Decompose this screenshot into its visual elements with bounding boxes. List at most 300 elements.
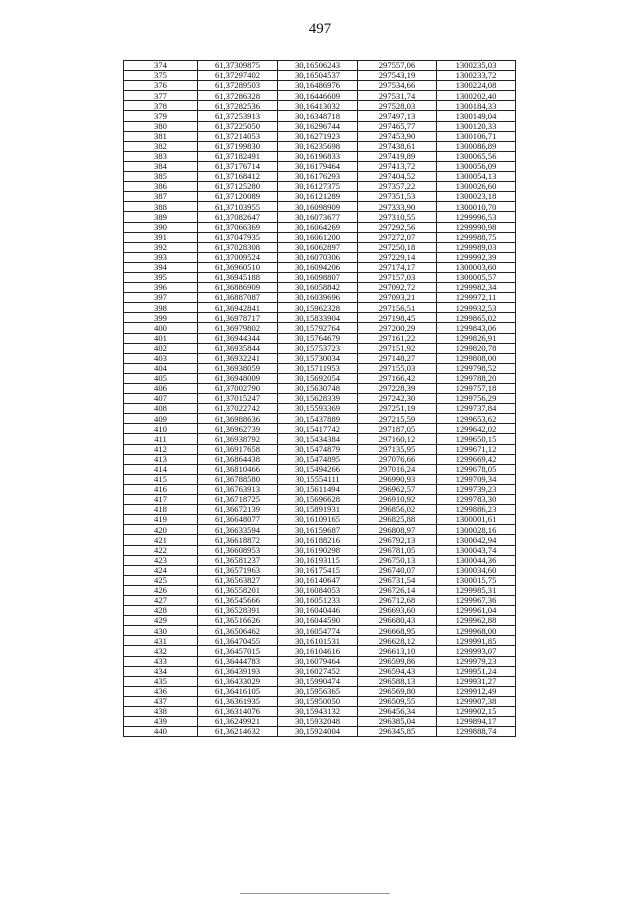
latitude-cell: 61,36864438 — [198, 454, 278, 464]
x-coordinate-cell: 297215,59 — [358, 414, 437, 424]
x-coordinate-cell: 297497,13 — [358, 111, 437, 121]
point-number-cell: 390 — [124, 222, 198, 232]
longitude-cell: 30,16446609 — [278, 91, 358, 101]
x-coordinate-cell: 296594,43 — [358, 666, 437, 676]
longitude-cell: 30,15891931 — [278, 505, 358, 515]
table-row — [124, 575, 516, 585]
x-coordinate-cell: 297438,61 — [358, 141, 437, 151]
x-coordinate-cell: 296668,95 — [358, 626, 437, 636]
y-coordinate-cell: 1300224,08 — [437, 81, 516, 91]
table-row — [124, 71, 516, 81]
x-coordinate-cell: 296962,57 — [358, 484, 437, 494]
longitude-cell: 30,15437889 — [278, 414, 358, 424]
latitude-cell: 61,36886909 — [198, 283, 278, 293]
table-row — [124, 646, 516, 656]
longitude-cell: 30,15611494 — [278, 484, 358, 494]
longitude-cell: 30,16098909 — [278, 202, 358, 212]
latitude-cell: 61,36763913 — [198, 484, 278, 494]
y-coordinate-cell: 1300233,72 — [437, 71, 516, 81]
point-number-cell: 404 — [124, 363, 198, 373]
table-row — [124, 535, 516, 545]
y-coordinate-cell: 1300043,74 — [437, 545, 516, 555]
x-coordinate-cell: 296781,05 — [358, 545, 437, 555]
point-number-cell: 380 — [124, 121, 198, 131]
point-number-cell: 374 — [124, 61, 198, 71]
latitude-cell: 61,36545666 — [198, 595, 278, 605]
table-row — [124, 565, 516, 575]
x-coordinate-cell: 297092,72 — [358, 283, 437, 293]
point-number-cell: 431 — [124, 636, 198, 646]
table-row — [124, 545, 516, 555]
y-coordinate-cell: 1299992,39 — [437, 252, 516, 262]
y-coordinate-cell: 1299671,12 — [437, 444, 516, 454]
table-row — [124, 717, 516, 727]
y-coordinate-cell: 1299788,20 — [437, 373, 516, 383]
x-coordinate-cell: 297557,06 — [358, 61, 437, 71]
x-coordinate-cell: 296680,43 — [358, 616, 437, 626]
x-coordinate-cell: 297076,66 — [358, 454, 437, 464]
point-number-cell: 417 — [124, 495, 198, 505]
x-coordinate-cell: 297534,66 — [358, 81, 437, 91]
latitude-cell: 61,36938059 — [198, 363, 278, 373]
y-coordinate-cell: 1300010,70 — [437, 202, 516, 212]
x-coordinate-cell: 297157,03 — [358, 272, 437, 282]
longitude-cell: 30,16054774 — [278, 626, 358, 636]
x-coordinate-cell: 296385,04 — [358, 717, 437, 727]
y-coordinate-cell: 1299886,23 — [437, 505, 516, 515]
latitude-cell: 61,36788580 — [198, 474, 278, 484]
longitude-cell: 30,16051233 — [278, 595, 358, 605]
x-coordinate-cell: 296740,07 — [358, 565, 437, 575]
table-row — [124, 525, 516, 535]
y-coordinate-cell: 1299979,23 — [437, 656, 516, 666]
latitude-cell: 61,36718725 — [198, 495, 278, 505]
table-row — [124, 313, 516, 323]
y-coordinate-cell: 1300149,04 — [437, 111, 516, 121]
table-row — [124, 464, 516, 474]
point-number-cell: 396 — [124, 283, 198, 293]
latitude-cell: 61,36672139 — [198, 505, 278, 515]
latitude-cell: 61,36917658 — [198, 444, 278, 454]
x-coordinate-cell: 297292,56 — [358, 222, 437, 232]
point-number-cell: 421 — [124, 535, 198, 545]
y-coordinate-cell: 1300026,60 — [437, 182, 516, 192]
y-coordinate-cell: 1299988,75 — [437, 232, 516, 242]
point-number-cell: 440 — [124, 727, 198, 737]
x-coordinate-cell: 296693,60 — [358, 606, 437, 616]
x-coordinate-cell: 297200,29 — [358, 323, 437, 333]
table-row — [124, 484, 516, 494]
table-row — [124, 212, 516, 222]
longitude-cell: 30,16296744 — [278, 121, 358, 131]
point-number-cell: 377 — [124, 91, 198, 101]
table-row — [124, 192, 516, 202]
y-coordinate-cell: 1300042,94 — [437, 535, 516, 545]
point-number-cell: 426 — [124, 585, 198, 595]
x-coordinate-cell: 297135,95 — [358, 444, 437, 454]
point-number-cell: 388 — [124, 202, 198, 212]
latitude-cell: 61,36581237 — [198, 555, 278, 565]
table-row — [124, 222, 516, 232]
longitude-cell: 30,15494266 — [278, 464, 358, 474]
y-coordinate-cell: 1299653,62 — [437, 414, 516, 424]
longitude-cell: 30,16127375 — [278, 182, 358, 192]
table-row — [124, 61, 516, 71]
y-coordinate-cell: 1300028,16 — [437, 525, 516, 535]
x-coordinate-cell: 297242,30 — [358, 394, 437, 404]
y-coordinate-cell: 1300056,09 — [437, 161, 516, 171]
latitude-cell: 61,37199830 — [198, 141, 278, 151]
table-row — [124, 434, 516, 444]
point-number-cell: 385 — [124, 172, 198, 182]
longitude-cell: 30,15630748 — [278, 384, 358, 394]
point-number-cell: 375 — [124, 71, 198, 81]
latitude-cell: 61,36935844 — [198, 343, 278, 353]
point-number-cell: 381 — [124, 131, 198, 141]
x-coordinate-cell: 297413,72 — [358, 161, 437, 171]
table-row — [124, 505, 516, 515]
longitude-cell: 30,16179464 — [278, 161, 358, 171]
latitude-cell: 61,36948009 — [198, 373, 278, 383]
table-row — [124, 141, 516, 151]
x-coordinate-cell: 297404,52 — [358, 172, 437, 182]
x-coordinate-cell: 297161,22 — [358, 333, 437, 343]
point-number-cell: 435 — [124, 676, 198, 686]
longitude-cell: 30,15833904 — [278, 313, 358, 323]
x-coordinate-cell: 297198,45 — [358, 313, 437, 323]
point-number-cell: 433 — [124, 656, 198, 666]
longitude-cell: 30,16196833 — [278, 151, 358, 161]
x-coordinate-cell: 296750,13 — [358, 555, 437, 565]
y-coordinate-cell: 1300202,40 — [437, 91, 516, 101]
latitude-cell: 61,37282536 — [198, 101, 278, 111]
y-coordinate-cell: 1299993,07 — [437, 646, 516, 656]
x-coordinate-cell: 297160,12 — [358, 434, 437, 444]
point-number-cell: 399 — [124, 313, 198, 323]
y-coordinate-cell: 1299820,78 — [437, 343, 516, 353]
table-row — [124, 202, 516, 212]
latitude-cell: 61,36470455 — [198, 636, 278, 646]
y-coordinate-cell: 1299967,36 — [437, 595, 516, 605]
point-number-cell: 382 — [124, 141, 198, 151]
y-coordinate-cell: 1300034,60 — [437, 565, 516, 575]
y-coordinate-cell: 1299972,11 — [437, 293, 516, 303]
longitude-cell: 30,15932048 — [278, 717, 358, 727]
x-coordinate-cell: 297453,90 — [358, 131, 437, 141]
longitude-cell: 30,16121289 — [278, 192, 358, 202]
y-coordinate-cell: 1300005,57 — [437, 272, 516, 282]
table-row — [124, 101, 516, 111]
latitude-cell: 61,36516626 — [198, 616, 278, 626]
table-row — [124, 404, 516, 414]
table-row — [124, 353, 516, 363]
longitude-cell: 30,16040446 — [278, 606, 358, 616]
latitude-cell: 61,37009524 — [198, 252, 278, 262]
point-number-cell: 432 — [124, 646, 198, 656]
table-row — [124, 343, 516, 353]
x-coordinate-cell: 296856,02 — [358, 505, 437, 515]
x-coordinate-cell: 297351,53 — [358, 192, 437, 202]
y-coordinate-cell: 1300235,03 — [437, 61, 516, 71]
table-row — [124, 626, 516, 636]
x-coordinate-cell: 296588,13 — [358, 676, 437, 686]
x-coordinate-cell: 297148,27 — [358, 353, 437, 363]
latitude-cell: 61,37125280 — [198, 182, 278, 192]
table-row — [124, 333, 516, 343]
y-coordinate-cell: 1300184,33 — [437, 101, 516, 111]
longitude-cell: 30,15628339 — [278, 394, 358, 404]
point-number-cell: 386 — [124, 182, 198, 192]
point-number-cell: 434 — [124, 666, 198, 676]
y-coordinate-cell: 1299962,88 — [437, 616, 516, 626]
longitude-cell: 30,16044590 — [278, 616, 358, 626]
table-row — [124, 131, 516, 141]
latitude-cell: 61,36810466 — [198, 464, 278, 474]
latitude-cell: 61,36457015 — [198, 646, 278, 656]
longitude-cell: 30,16235698 — [278, 141, 358, 151]
point-number-cell: 400 — [124, 323, 198, 333]
point-number-cell: 379 — [124, 111, 198, 121]
table-row — [124, 172, 516, 182]
table-row — [124, 384, 516, 394]
table-row — [124, 616, 516, 626]
latitude-cell: 61,36988636 — [198, 414, 278, 424]
latitude-cell: 61,36962739 — [198, 424, 278, 434]
longitude-cell: 30,15474879 — [278, 444, 358, 454]
x-coordinate-cell: 297543,19 — [358, 71, 437, 81]
point-number-cell: 437 — [124, 696, 198, 706]
longitude-cell: 30,16064269 — [278, 222, 358, 232]
y-coordinate-cell: 1299996,53 — [437, 212, 516, 222]
x-coordinate-cell: 296456,34 — [358, 707, 437, 717]
latitude-cell: 61,36314076 — [198, 707, 278, 717]
point-number-cell: 408 — [124, 404, 198, 414]
table-row — [124, 555, 516, 565]
longitude-cell: 30,16109165 — [278, 515, 358, 525]
longitude-cell: 30,15924004 — [278, 727, 358, 737]
latitude-cell: 61,36558201 — [198, 585, 278, 595]
longitude-cell: 30,15956365 — [278, 686, 358, 696]
table-row — [124, 373, 516, 383]
point-number-cell: 422 — [124, 545, 198, 555]
longitude-cell: 30,16079464 — [278, 656, 358, 666]
table-row — [124, 676, 516, 686]
longitude-cell: 30,16504537 — [278, 71, 358, 81]
table-row — [124, 151, 516, 161]
y-coordinate-cell: 1299990,98 — [437, 222, 516, 232]
latitude-cell: 61,36249921 — [198, 717, 278, 727]
latitude-cell: 61,36618872 — [198, 535, 278, 545]
y-coordinate-cell: 1299991,85 — [437, 636, 516, 646]
y-coordinate-cell: 1300003,60 — [437, 262, 516, 272]
longitude-cell: 30,16188216 — [278, 535, 358, 545]
latitude-cell: 61,36444783 — [198, 656, 278, 666]
x-coordinate-cell: 296990,93 — [358, 474, 437, 484]
y-coordinate-cell: 1300120,33 — [437, 121, 516, 131]
y-coordinate-cell: 1299756,29 — [437, 394, 516, 404]
table-row — [124, 272, 516, 282]
table-row — [124, 686, 516, 696]
x-coordinate-cell: 297155,03 — [358, 363, 437, 373]
latitude-cell: 61,36571963 — [198, 565, 278, 575]
point-number-cell: 415 — [124, 474, 198, 484]
longitude-cell: 30,16193115 — [278, 555, 358, 565]
point-number-cell: 407 — [124, 394, 198, 404]
x-coordinate-cell: 297310,55 — [358, 212, 437, 222]
point-number-cell: 383 — [124, 151, 198, 161]
longitude-cell: 30,15792764 — [278, 323, 358, 333]
x-coordinate-cell: 297166,42 — [358, 373, 437, 383]
x-coordinate-cell: 297187,05 — [358, 424, 437, 434]
point-number-cell: 424 — [124, 565, 198, 575]
longitude-cell: 30,15696628 — [278, 495, 358, 505]
y-coordinate-cell: 1299678,05 — [437, 464, 516, 474]
longitude-cell: 30,15474895 — [278, 454, 358, 464]
longitude-cell: 30,16062897 — [278, 242, 358, 252]
table-row — [124, 262, 516, 272]
x-coordinate-cell: 296792,13 — [358, 535, 437, 545]
y-coordinate-cell: 1299843,06 — [437, 323, 516, 333]
x-coordinate-cell: 296628,12 — [358, 636, 437, 646]
latitude-cell: 61,37253913 — [198, 111, 278, 121]
longitude-cell: 30,16413032 — [278, 101, 358, 111]
point-number-cell: 405 — [124, 373, 198, 383]
longitude-cell: 30,16027452 — [278, 666, 358, 676]
longitude-cell: 30,16104616 — [278, 646, 358, 656]
y-coordinate-cell: 1299826,91 — [437, 333, 516, 343]
y-coordinate-cell: 1299902,15 — [437, 707, 516, 717]
y-coordinate-cell: 1299931,27 — [437, 676, 516, 686]
longitude-cell: 30,15593369 — [278, 404, 358, 414]
table-row — [124, 293, 516, 303]
longitude-cell: 30,15711953 — [278, 363, 358, 373]
y-coordinate-cell: 1299737,84 — [437, 404, 516, 414]
table-row — [124, 606, 516, 616]
y-coordinate-cell: 1299798,52 — [437, 363, 516, 373]
latitude-cell: 61,36978717 — [198, 313, 278, 323]
longitude-cell: 30,16140647 — [278, 575, 358, 585]
table-row — [124, 242, 516, 252]
point-number-cell: 393 — [124, 252, 198, 262]
page-number: 497 — [308, 21, 332, 37]
table-row — [124, 283, 516, 293]
y-coordinate-cell: 1299912,49 — [437, 686, 516, 696]
latitude-cell: 61,36439193 — [198, 666, 278, 676]
longitude-cell: 30,16098807 — [278, 272, 358, 282]
x-coordinate-cell: 297250,18 — [358, 242, 437, 252]
longitude-cell: 30,15417742 — [278, 424, 358, 434]
point-number-cell: 430 — [124, 626, 198, 636]
latitude-cell: 61,37103955 — [198, 202, 278, 212]
latitude-cell: 61,37002790 — [198, 384, 278, 394]
point-number-cell: 406 — [124, 384, 198, 394]
y-coordinate-cell: 1299709,34 — [437, 474, 516, 484]
table-row — [124, 323, 516, 333]
latitude-cell: 61,36942841 — [198, 303, 278, 313]
longitude-cell: 30,16094206 — [278, 262, 358, 272]
y-coordinate-cell: 1299932,53 — [437, 303, 516, 313]
x-coordinate-cell: 296509,55 — [358, 696, 437, 706]
x-coordinate-cell: 297174,17 — [358, 262, 437, 272]
longitude-cell: 30,15990474 — [278, 676, 358, 686]
longitude-cell: 30,15434384 — [278, 434, 358, 444]
latitude-cell: 61,37225050 — [198, 121, 278, 131]
table-row — [124, 515, 516, 525]
latitude-cell: 61,36563827 — [198, 575, 278, 585]
y-coordinate-cell: 1299985,31 — [437, 585, 516, 595]
latitude-cell: 61,37082647 — [198, 212, 278, 222]
table-row — [124, 414, 516, 424]
y-coordinate-cell: 1299907,38 — [437, 696, 516, 706]
y-coordinate-cell: 1300065,56 — [437, 151, 516, 161]
table-row — [124, 444, 516, 454]
table-row — [124, 595, 516, 605]
latitude-cell: 61,37289503 — [198, 81, 278, 91]
point-number-cell: 428 — [124, 606, 198, 616]
y-coordinate-cell: 1299808,00 — [437, 353, 516, 363]
longitude-cell: 30,15730034 — [278, 353, 358, 363]
y-coordinate-cell: 1300106,71 — [437, 131, 516, 141]
y-coordinate-cell: 1300001,61 — [437, 515, 516, 525]
point-number-cell: 420 — [124, 525, 198, 535]
y-coordinate-cell: 1299642,02 — [437, 424, 516, 434]
x-coordinate-cell: 296345,85 — [358, 727, 437, 737]
table-row — [124, 111, 516, 121]
x-coordinate-cell: 297229,14 — [358, 252, 437, 262]
longitude-cell: 30,16061200 — [278, 232, 358, 242]
latitude-cell: 61,36944344 — [198, 333, 278, 343]
point-number-cell: 402 — [124, 343, 198, 353]
longitude-cell: 30,15962328 — [278, 303, 358, 313]
x-coordinate-cell: 297156,51 — [358, 303, 437, 313]
x-coordinate-cell: 297419,89 — [358, 151, 437, 161]
table-row — [124, 454, 516, 464]
y-coordinate-cell: 1299757,18 — [437, 384, 516, 394]
x-coordinate-cell: 296712,68 — [358, 595, 437, 605]
x-coordinate-cell: 296613,10 — [358, 646, 437, 656]
latitude-cell: 61,36887087 — [198, 293, 278, 303]
x-coordinate-cell: 297357,22 — [358, 182, 437, 192]
x-coordinate-cell: 297151,92 — [358, 343, 437, 353]
latitude-cell: 61,37066369 — [198, 222, 278, 232]
table-row — [124, 81, 516, 91]
y-coordinate-cell: 1300086,89 — [437, 141, 516, 151]
table-row — [124, 363, 516, 373]
y-coordinate-cell: 1299783,30 — [437, 495, 516, 505]
latitude-cell: 61,37214053 — [198, 131, 278, 141]
x-coordinate-cell: 296825,88 — [358, 515, 437, 525]
y-coordinate-cell: 1300023,18 — [437, 192, 516, 202]
coordinates-table — [123, 60, 516, 737]
point-number-cell: 395 — [124, 272, 198, 282]
y-coordinate-cell: 1299989,03 — [437, 242, 516, 252]
longitude-cell: 30,16271923 — [278, 131, 358, 141]
y-coordinate-cell: 1299865,02 — [437, 313, 516, 323]
x-coordinate-cell: 296726,14 — [358, 585, 437, 595]
latitude-cell: 61,36938792 — [198, 434, 278, 444]
longitude-cell: 30,16176293 — [278, 172, 358, 182]
point-number-cell: 419 — [124, 515, 198, 525]
point-number-cell: 389 — [124, 212, 198, 222]
point-number-cell: 439 — [124, 717, 198, 727]
point-number-cell: 411 — [124, 434, 198, 444]
y-coordinate-cell: 1299650,15 — [437, 434, 516, 444]
latitude-cell: 61,36945188 — [198, 272, 278, 282]
y-coordinate-cell: 1299669,42 — [437, 454, 516, 464]
latitude-cell: 61,36361935 — [198, 696, 278, 706]
latitude-cell: 61,36528391 — [198, 606, 278, 616]
latitude-cell: 61,36648077 — [198, 515, 278, 525]
